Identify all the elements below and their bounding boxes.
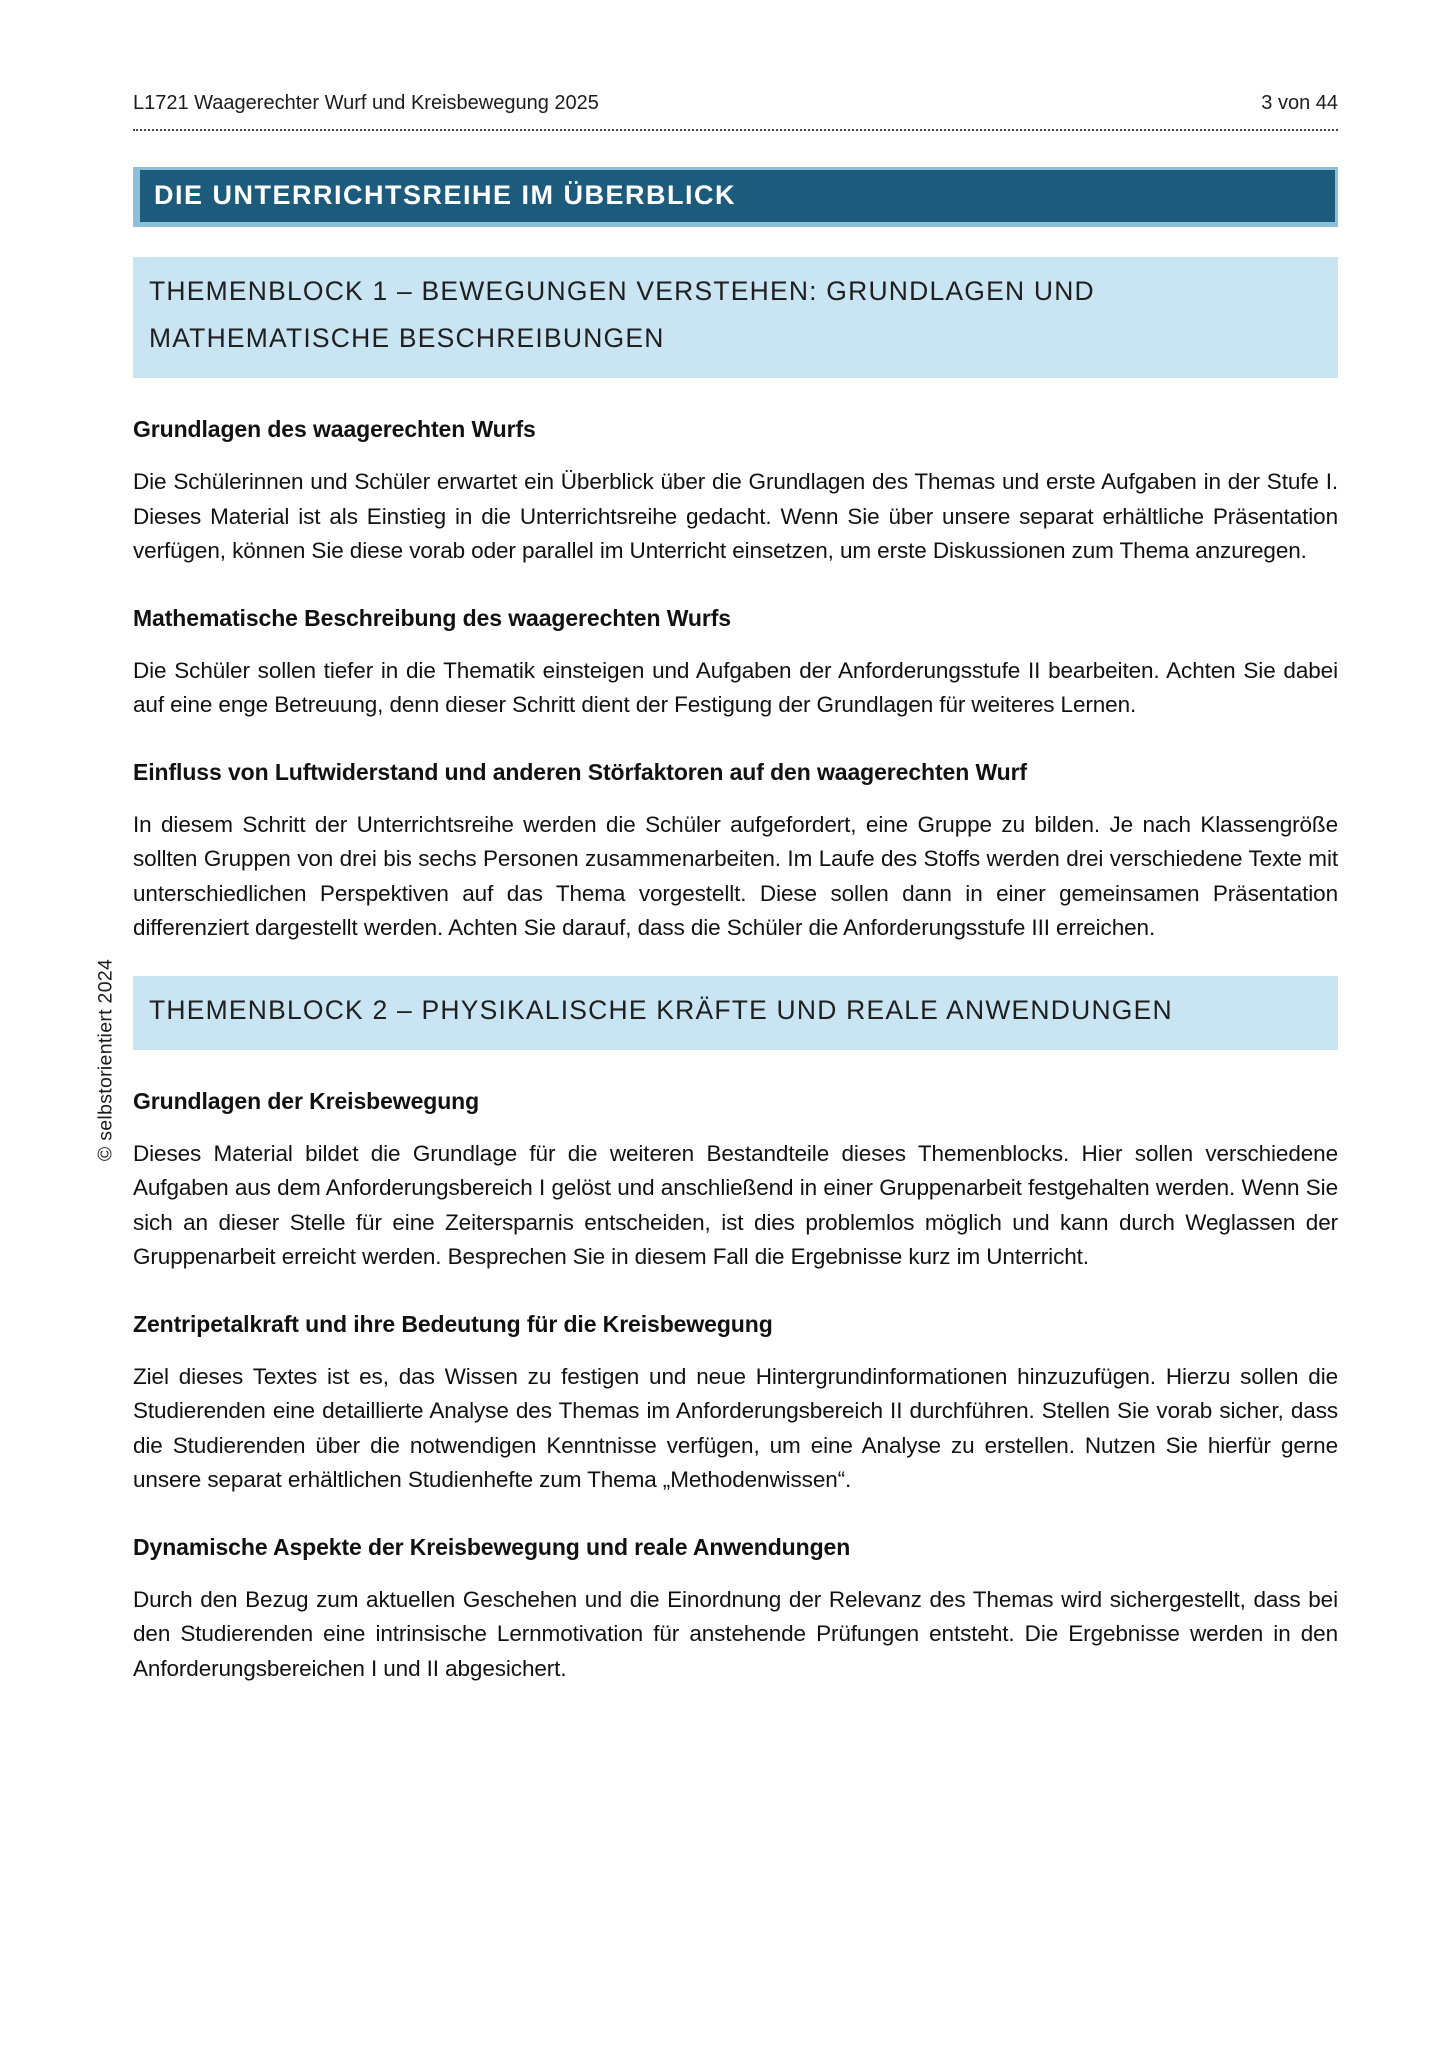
section-heading: Einfluss von Luftwiderstand und anderen Störfaktoren auf den waagerechten Wurf [133, 758, 1027, 785]
copyright-vertical-label: © selbstorientiert 2024 [94, 958, 117, 1162]
section-heading: Zentripetalkraft und ihre Bedeutung für die Kreisbewegung [133, 1310, 773, 1337]
themenblock-2-banner-label: THEMENBLOCK 2 – PHYSIKALISCHE KRÄFTE UND REALE ANWENDUNGEN [149, 994, 1173, 1025]
section-paragraph: Ziel dieses Textes ist es, das Wissen zu festigen und neue Hintergrundinformationen hinzuzufügen. Hierzu sollen die Studierenden eine detaillierte Analyse des Themas im Anforderungsbereich II durchführen. Stellen Sie vorab sicher, dass die Studierenden über die notwendigen Kenntnisse verfügen, um eine Analyse zu erstellen. Nutzen Sie hierfür gerne unsere separat erhältlichen Studienhefte zum Thema „Methodenwissen“. [133, 1363, 1338, 1492]
section-paragraph: In diesem Schritt der Unterrichtsreihe werden die Schüler aufgefordert, eine Gruppe zu bilden. Je nach Klassengröße sollten Gruppen von drei bis sechs Personen zusammenarbeiten. Im Laufe des Stoffs werden drei verschiedene Texte mit unterschiedlichen Perspektiven auf das Thema vorgestellt. Diese sollen dann in einer gemeinsamen Präsentation differenziert dargestellt werden. Achten Sie darauf, dass die Schüler die Anforderungsstufe III erreichen. [133, 811, 1338, 940]
header-document-title: L1721 Waagerechter Wurf und Kreisbewegung 2025 [133, 92, 599, 114]
themenblock-1-banner [133, 257, 1338, 378]
overview-banner [133, 167, 1338, 227]
page-header [133, 92, 1338, 131]
section-paragraph: Dieses Material bildet die Grundlage für die weiteren Bestandteile dieses Themenblocks. Hier sollen verschiedene Aufgaben aus dem Anforderungsbereich I gelöst und anschließend in einer Gruppenarbeit festgehalten werden. Wenn Sie sich an dieser Stelle für eine Zeitersparnis entscheiden, ist dies problemlos möglich und kann durch Weglassen der Gruppenarbeit erreicht werden. Besprechen Sie in diesem Fall die Ergebnisse kurz im Unterricht. [133, 1140, 1338, 1269]
section-heading: Grundlagen des waagerechten Wurfs [133, 416, 536, 442]
section-heading: Grundlagen der Kreisbewegung [133, 1087, 480, 1114]
page-number: 3 von 44 [1261, 92, 1338, 114]
section-paragraph: Die Schülerinnen und Schüler erwartet ein Überblick über die Grundlagen des Themas und erste Aufgaben in der Stufe I. Dieses Material ist als Einstieg in die Unterrichtsreihe gedacht. Wenn Sie über unsere separat erhältliche Präsentation verfügen, können Sie diese vorab oder parallel im Unterricht einsetzen, um erste Diskussionen zum Thema anzuregen. [133, 469, 1338, 563]
section-paragraph: Durch den Bezug zum aktuellen Geschehen und die Einordnung der Relevanz des Themas wird sichergestellt, dass bei den Studierenden eine intrinsische Lernmotivation für anstehende Prüfungen entsteht. Die Ergebnisse werden in den Anforderungsbereichen I und II abgesichert. [133, 1586, 1338, 1681]
overview-banner-label: DIE UNTERRICHTSREIHE IM ÜBERBLICK [154, 180, 737, 210]
section-heading: Dynamische Aspekte der Kreisbewegung und reale Anwendungen [133, 1533, 851, 1560]
themenblock-1-banner-label: THEMENBLOCK 1 – BEWEGUNGEN VERSTEHEN: GRUNDLAGEN UND MATHEMATISCHE BESCHREIBUNGEN [149, 276, 1095, 353]
section-paragraph: Die Schüler sollen tiefer in die Thematik einsteigen und Aufgaben der Anforderungsstufe II bearbeiten. Achten Sie dabei auf eine enge Betreuung, denn dieser Schritt dient der Festigung der Grundlagen für weiteres Lernen. [133, 657, 1338, 717]
themenblock-2-banner [133, 976, 1338, 1050]
section-heading: Mathematische Beschreibung des waagerechten Wurfs [133, 604, 731, 631]
